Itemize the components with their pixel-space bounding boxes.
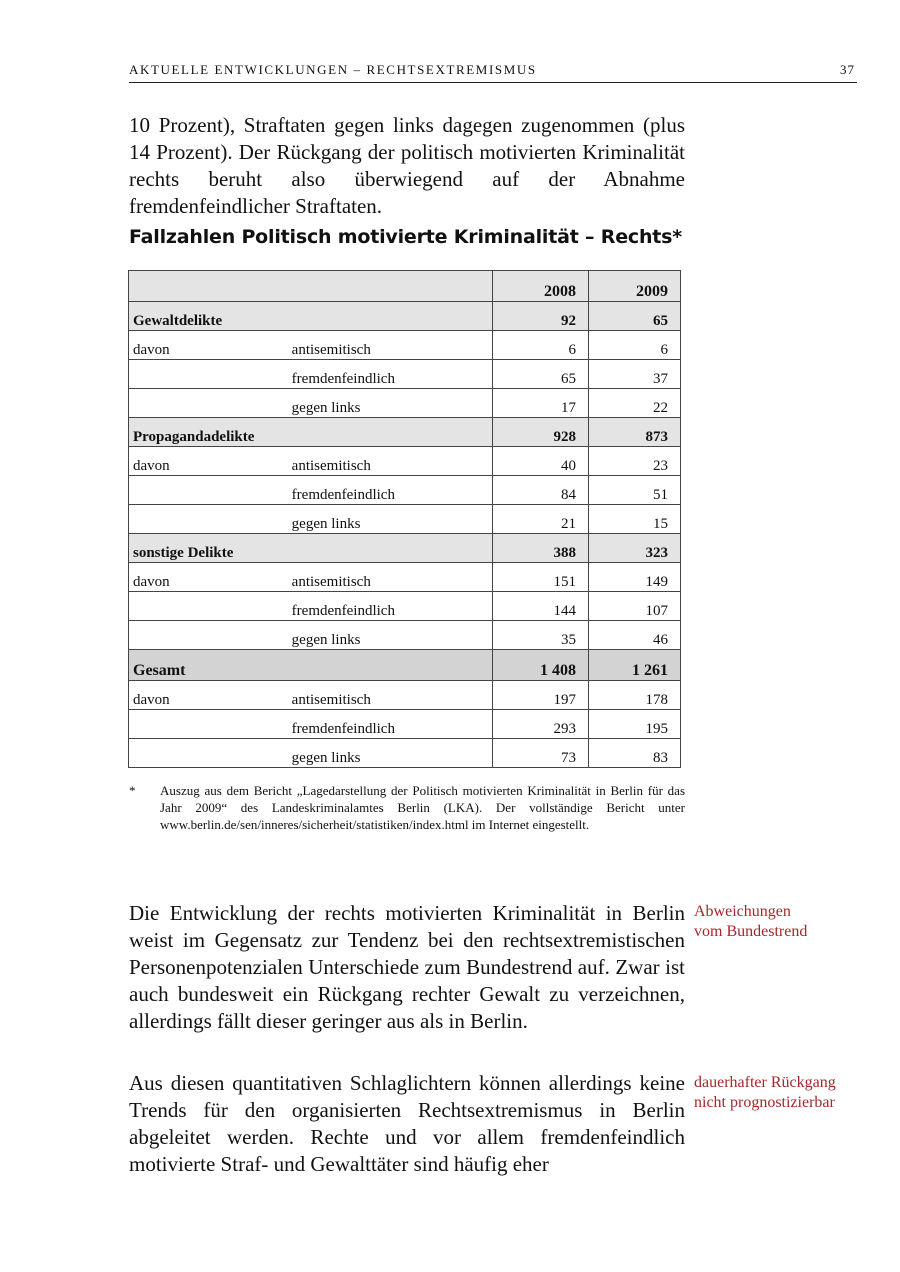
body-paragraph-trends: Aus diesen quantitativen Schlaglichtern können allerdings keine Trends für den organisierten Rechtsextremismus in Berlin abgeleitet werden. Rechte und vor allem fremdenfeindlich motivierte Straf- und Gewalttäter sind häufig eher [129, 1071, 685, 1176]
empty-cell [287, 418, 493, 447]
statistics-table-body [129, 271, 681, 768]
row-prefix: davon [129, 331, 287, 360]
group-label: Gewaltdelikte [129, 302, 287, 331]
header-empty-cell [129, 271, 287, 302]
margin-note-bundestrend [694, 902, 807, 942]
value-2008: 73 [493, 739, 589, 768]
table-row [129, 710, 681, 739]
empty-cell [287, 650, 493, 681]
table-row [129, 592, 681, 621]
running-title: AKTUELLE ENTWICKLUNGEN – RECHTSEXTREMISMUS [129, 62, 537, 77]
margin-note-line: vom Bundestrend [694, 923, 808, 940]
value-2008: 21 [493, 505, 589, 534]
value-2009: 323 [589, 534, 681, 563]
table-row [129, 389, 681, 418]
table-title: Fallzahlen Politisch motivierte Kriminalität – Rechts* [129, 226, 682, 248]
row-prefix [129, 710, 287, 739]
value-2008: 35 [493, 621, 589, 650]
value-2009: 149 [589, 563, 681, 592]
group-label: sonstige Delikte [129, 534, 287, 563]
table-row [129, 505, 681, 534]
table-group-row [129, 302, 681, 331]
running-header [129, 62, 857, 83]
row-prefix [129, 505, 287, 534]
header-empty-cell [287, 271, 493, 302]
row-label: gegen links [287, 739, 493, 768]
value-2009: 46 [589, 621, 681, 650]
value-2009: 6 [589, 331, 681, 360]
value-2008: 1 408 [493, 650, 589, 681]
value-2009: 15 [589, 505, 681, 534]
row-label: antisemitisch [287, 447, 493, 476]
row-label: fremdenfeindlich [287, 476, 493, 505]
statistics-table [128, 270, 681, 768]
row-prefix [129, 592, 287, 621]
value-2009: 873 [589, 418, 681, 447]
empty-cell [287, 534, 493, 563]
value-2009: 107 [589, 592, 681, 621]
margin-note-line: Abweichungen [694, 903, 791, 920]
table-header-row [129, 271, 681, 302]
value-2009: 1 261 [589, 650, 681, 681]
row-label: gegen links [287, 621, 493, 650]
table-row [129, 621, 681, 650]
group-label: Propagandadelikte [129, 418, 287, 447]
row-prefix [129, 739, 287, 768]
value-2008: 197 [493, 681, 589, 710]
table-row [129, 360, 681, 389]
table-row [129, 563, 681, 592]
table-row [129, 476, 681, 505]
value-2009: 83 [589, 739, 681, 768]
intro-paragraph: 10 Prozent), Straftaten gegen links dagegen zugenommen (plus 14 Prozent). Der Rückgang der politisch motivierten Kriminalität rechts beruht also überwiegend auf der Abnahme fremdenfeindlicher Straftaten. [129, 113, 685, 218]
value-2008: 928 [493, 418, 589, 447]
row-label: gegen links [287, 389, 493, 418]
footnote-text: Auszug aus dem Bericht „Lagedarstellung der Politisch motivierten Kriminalität in Berlin für das Jahr 2009“ des Landeskriminalamtes Berlin (LKA). Der vollständige Bericht unter www.berlin.de/sen/inneres/sicherheit/statistiken/index.html im Internet eingestellt. [160, 783, 685, 832]
row-label: gegen links [287, 505, 493, 534]
margin-note-line: dauerhafter Rückgang [694, 1074, 836, 1091]
row-prefix [129, 476, 287, 505]
value-2008: 388 [493, 534, 589, 563]
value-2009: 22 [589, 389, 681, 418]
value-2009: 65 [589, 302, 681, 331]
column-header-2008: 2008 [493, 271, 589, 302]
value-2008: 6 [493, 331, 589, 360]
table-group-row [129, 534, 681, 563]
table-total-row [129, 650, 681, 681]
row-label: fremdenfeindlich [287, 710, 493, 739]
table-group-row [129, 418, 681, 447]
row-prefix: davon [129, 563, 287, 592]
footnote-marker: * [129, 783, 136, 798]
value-2008: 40 [493, 447, 589, 476]
value-2008: 65 [493, 360, 589, 389]
body-paragraph-bundestrend: Die Entwicklung der rechts motivierten Kriminalität in Berlin weist im Gegensatz zur Tendenz bei den rechtsextremistischen Personenpotenzialen Unterschiede zum Bundestrend auf. Zwar ist auch bundesweit ein Rückgang rechter Gewalt zu verzeichnen, allerdings fällt dieser geringer aus als in Berlin. [129, 901, 685, 1033]
row-prefix [129, 621, 287, 650]
value-2009: 23 [589, 447, 681, 476]
value-2009: 37 [589, 360, 681, 389]
value-2009: 178 [589, 681, 681, 710]
row-label: antisemitisch [287, 563, 493, 592]
row-label: fremdenfeindlich [287, 592, 493, 621]
value-2008: 84 [493, 476, 589, 505]
row-label: antisemitisch [287, 681, 493, 710]
margin-note-rueckgang [694, 1073, 836, 1113]
value-2008: 293 [493, 710, 589, 739]
row-prefix [129, 360, 287, 389]
page-number: 37 [840, 62, 855, 77]
value-2008: 92 [493, 302, 589, 331]
column-header-2009: 2009 [589, 271, 681, 302]
empty-cell [287, 302, 493, 331]
table-row [129, 447, 681, 476]
value-2008: 144 [493, 592, 589, 621]
table-row [129, 681, 681, 710]
row-prefix: davon [129, 681, 287, 710]
group-label: Gesamt [129, 650, 287, 681]
value-2009: 51 [589, 476, 681, 505]
table-row [129, 739, 681, 768]
row-label: fremdenfeindlich [287, 360, 493, 389]
row-label: antisemitisch [287, 331, 493, 360]
value-2009: 195 [589, 710, 681, 739]
table-row [129, 331, 681, 360]
margin-note-line: nicht prognostizierbar [694, 1094, 835, 1111]
value-2008: 151 [493, 563, 589, 592]
row-prefix: davon [129, 447, 287, 476]
row-prefix [129, 389, 287, 418]
value-2008: 17 [493, 389, 589, 418]
